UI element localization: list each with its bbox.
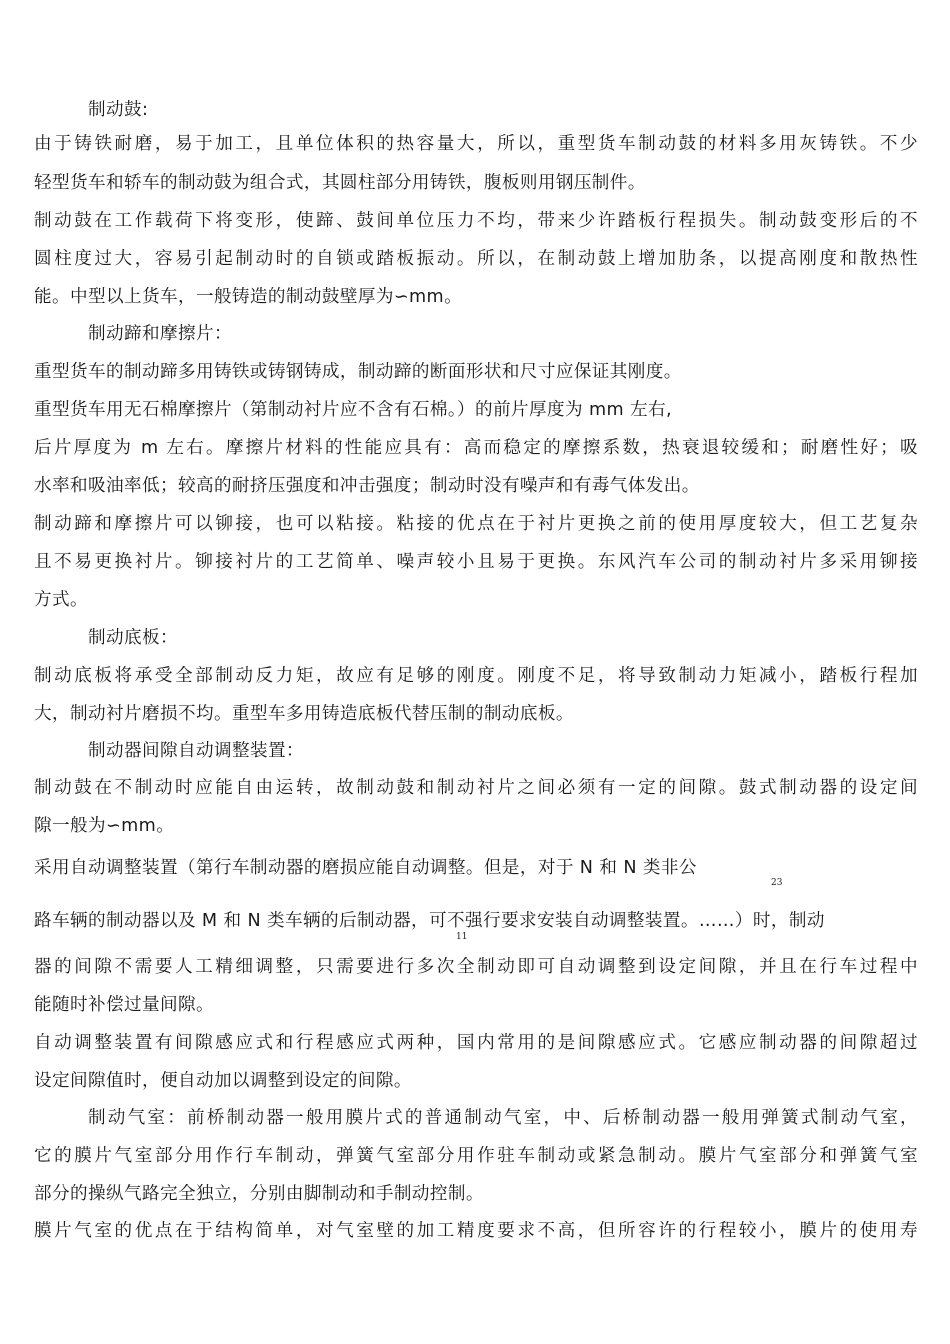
text-line: 采用自动调整装置（第行车制动器的磨损应能自动调整。但是，对于 N 和 N 类非公	[34, 858, 697, 878]
heading-brake-backplate: 制动底板：	[88, 628, 178, 648]
text-line: 制动鼓在工作载荷下将变形，使蹄、鼓间单位压力不均，带来少许踏板行程损失。制动鼓变形后的不	[34, 211, 918, 231]
text-line: 重型货车用无石棉摩擦片（第制动衬片应不含有石棉。）的前片厚度为 mm 左右,	[34, 400, 673, 420]
text-line: 它的膜片气室部分用作行车制动，弹簧气室部分用作驻车制动或紧急制动。膜片气室部分和弹簧气室	[34, 1146, 918, 1166]
footnote-mark: 23	[771, 878, 783, 888]
text-line: 能。中型以上货车，一般铸造的制动鼓壁厚为∽mm。	[34, 287, 463, 307]
text-line: 方式。	[34, 590, 88, 610]
text-line: 圆柱度过大，容易引起制动时的自锁或踏板振动。所以，在制动鼓上增加肋条，以提高刚度和散热性	[34, 249, 918, 269]
text-line: 重型货车的制动蹄多用铸铁或铸钢铸成，制动蹄的断面形状和尺寸应保证其刚度。	[34, 362, 682, 382]
text-line: 设定间隙值时，便自动加以调整到设定的间隙。	[34, 1071, 412, 1091]
text-line: 轻型货车和轿车的制动鼓为组合式，其圆柱部分用铸铁，腹板则用钢压制件。	[34, 173, 646, 193]
text-line: 器的间隙不需要人工精细调整，只需要进行多次全制动即可自动调整到设定间隙，并且在行车过程中	[34, 957, 918, 977]
text-line: 后片厚度为 m 左右。摩擦片材料的性能应具有：高而稳定的摩擦系数，热衰退较缓和；耐磨性好；吸	[34, 438, 918, 458]
text-line: 大，制动衬片磨损不均。重型车多用铸造底板代替压制的制动底板。	[34, 704, 574, 724]
text-line: 水率和吸油率低；较高的耐挤压强度和冲击强度；制动时没有噪声和有毒气体发出。	[34, 476, 700, 496]
text-line: 自动调整装置有间隙感应式和行程感应式两种，国内常用的是间隙感应式。它感应制动器的间隙超过	[34, 1033, 918, 1053]
text-line: 部分的操纵气路完全独立，分别由脚制动和手制动控制。	[34, 1184, 484, 1204]
text-line: 由于铸铁耐磨，易于加工，且单位体积的热容量大，所以，重型货车制动鼓的材料多用灰铸铁。不少	[34, 134, 918, 154]
text-line-brake-chamber: 制动气室：前桥制动器一般用膜片式的普通制动气室，中、后桥制动器一般用弹簧式制动气室，	[88, 1108, 918, 1128]
text-line: 制动鼓在不制动时应能自由运转，故制动鼓和制动衬片之间必须有一定的间隙。鼓式制动器的设定间	[34, 778, 918, 798]
heading-brake-drum: 制动鼓:	[88, 100, 149, 120]
heading-auto-adjuster: 制动器间隙自动调整装置：	[88, 741, 304, 761]
text-line: 且不易更换衬片。铆接衬片的工艺简单、噪声较小且易于更换。东风汽车公司的制动衬片多采用铆接	[34, 552, 918, 572]
text-line: 制动底板将承受全部制动反力矩，故应有足够的刚度。刚度不足，将导致制动力矩减小，踏板行程加	[34, 666, 918, 686]
text-line: 路车辆的制动器以及 M 和 N 类车辆的后制动器，可不强行要求安装自动调整装置。……）时，制动	[34, 911, 825, 931]
text-line: 膜片气室的优点在于结构简单，对气室壁的加工精度要求不高，但所容许的行程较小，膜片的使用寿	[34, 1221, 918, 1241]
heading-brake-shoe: 制动蹄和摩擦片：	[88, 324, 232, 344]
text-line: 隙一般为∽mm。	[34, 816, 175, 836]
footnote-mark: 11	[456, 932, 468, 942]
text-line: 能随时补偿过量间隙。	[34, 995, 214, 1015]
text-line: 制动蹄和摩擦片可以铆接，也可以粘接。粘接的优点在于衬片更换之前的使用厚度较大，但工艺复杂	[34, 514, 918, 534]
